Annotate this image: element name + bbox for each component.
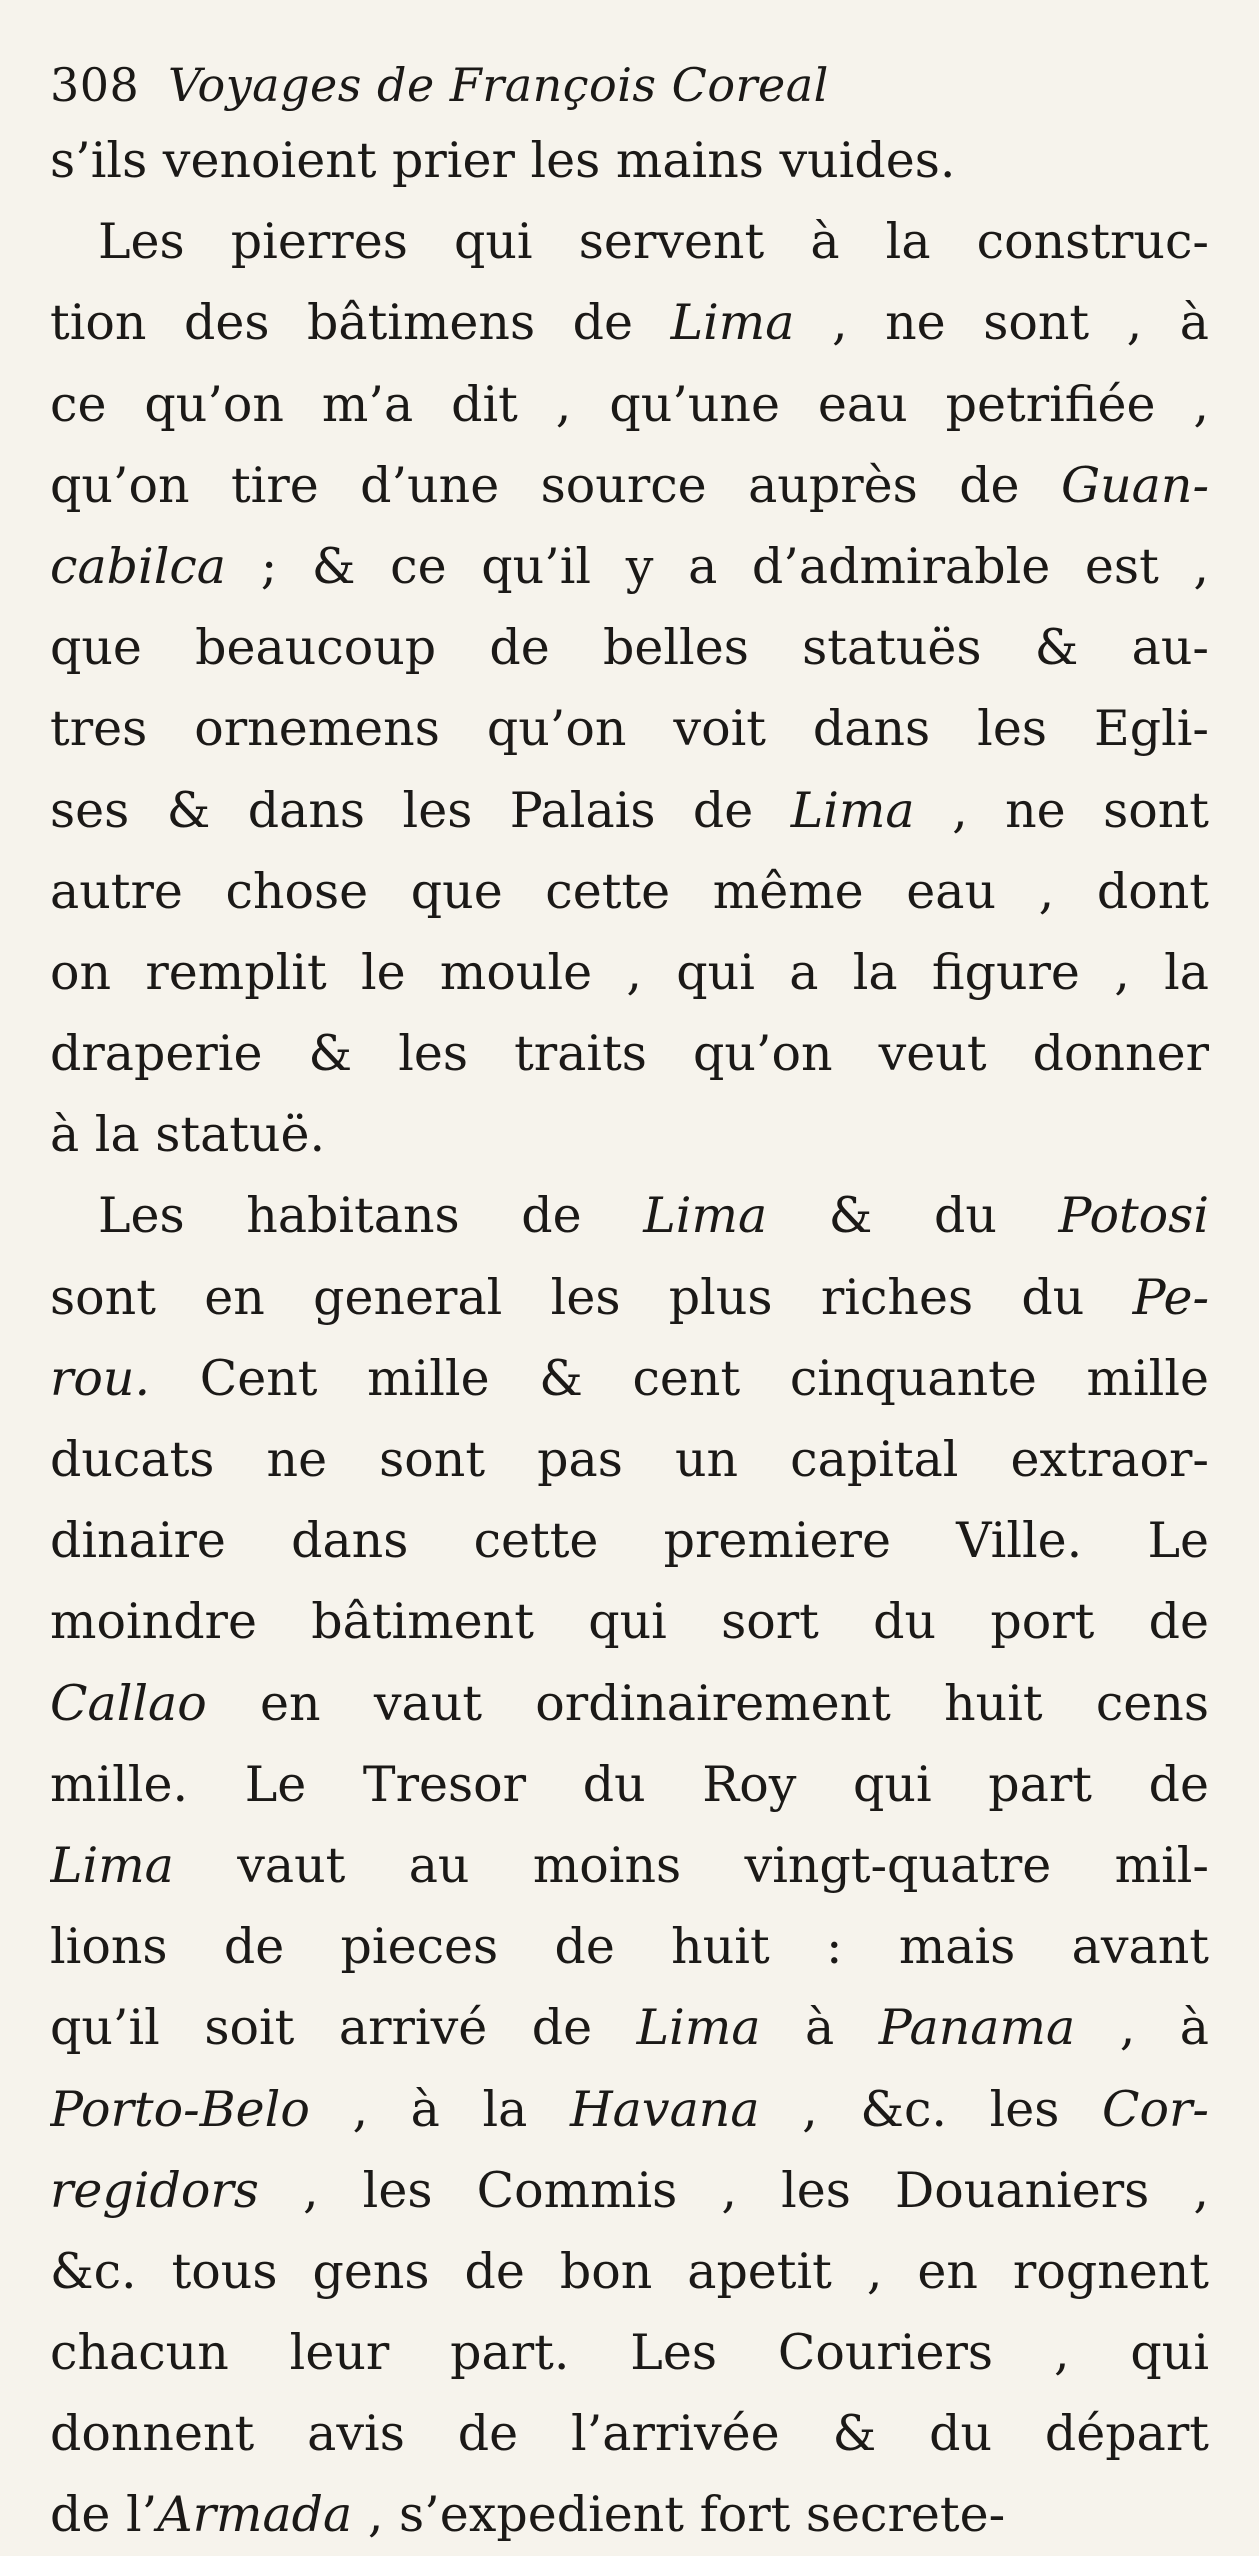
running-head xyxy=(50,58,1209,118)
text-run: ce qu’on m’a dit , qu’une eau petrifiée , xyxy=(50,375,1209,433)
text-line xyxy=(50,1744,1209,1825)
text-run: mille. Le Tresor du Roy qui part de xyxy=(50,1755,1209,1813)
italic-word: Lima xyxy=(670,294,795,352)
text-run: dinaire dans cette premiere Ville. Le xyxy=(50,1512,1209,1570)
text-line xyxy=(50,1094,1209,1175)
text-run: moindre bâtiment qui sort du port de xyxy=(50,1593,1209,1651)
text-run: Les habitans de xyxy=(98,1187,644,1245)
text-run: à la statuë. xyxy=(50,1106,326,1164)
text-line xyxy=(50,1581,1209,1662)
italic-word: regidors xyxy=(50,2161,259,2219)
text-line xyxy=(50,1825,1209,1906)
italic-word: Armada xyxy=(157,2486,353,2544)
text-run: , ne sont xyxy=(914,781,1209,839)
text-run: , ne sont , à xyxy=(794,294,1209,352)
text-line xyxy=(50,364,1209,445)
text-run: draperie & les traits qu’on veut donner xyxy=(50,1025,1209,1083)
text-line xyxy=(50,851,1209,932)
text-run: Cent mille & cent cinquante mille xyxy=(150,1349,1209,1407)
text-run: , les Commis , les Douaniers , xyxy=(258,2161,1209,2219)
text-run: lions de pieces de huit : mais avant xyxy=(50,1918,1209,1976)
text-run: tion des bâtimens de xyxy=(50,294,671,352)
text-run: , à xyxy=(1075,1999,1209,2057)
text-run: ses & dans les Palais de xyxy=(50,781,791,839)
italic-word: Porto-Belo xyxy=(50,2080,310,2138)
text-run: , à la xyxy=(309,2080,570,2138)
text-line xyxy=(50,932,1209,1013)
text-line xyxy=(50,1175,1209,1256)
italic-word: Lima xyxy=(50,1836,174,1894)
text-run: en vaut ordinairement huit cens xyxy=(206,1674,1209,1732)
text-line xyxy=(50,2069,1209,2150)
text-run: ducats ne sont pas un capital extraor- xyxy=(50,1431,1209,1488)
italic-word: rou. xyxy=(50,1349,151,1407)
text-line xyxy=(50,2312,1209,2393)
text-line xyxy=(50,201,1209,282)
text-line xyxy=(50,1338,1209,1419)
text-line xyxy=(50,1663,1209,1744)
text-line xyxy=(50,688,1209,769)
text-line xyxy=(50,1500,1209,1581)
italic-word: Lima xyxy=(790,781,915,839)
text-line xyxy=(50,1257,1209,1338)
italic-word: Lima xyxy=(643,1187,768,1245)
text-line xyxy=(50,445,1209,526)
italic-word: Callao xyxy=(50,1674,207,1732)
italic-word: Panama xyxy=(878,1999,1076,2057)
italic-word: Havana xyxy=(569,2080,760,2138)
text-line xyxy=(50,120,1209,201)
text-run: &c. tous gens de bon apetit , en rognent xyxy=(50,2242,1209,2300)
text-line xyxy=(50,2150,1209,2231)
text-run: on remplit le moule , qui a la figure , la xyxy=(50,943,1209,1001)
text-run: que beaucoup de belles statuës & au- xyxy=(50,619,1209,677)
text-run: s’ils venoient prier les mains vuides. xyxy=(50,132,956,189)
text-line xyxy=(50,607,1209,688)
text-run: qu’on tire d’une source auprès de xyxy=(50,456,1061,514)
text-run: ; & ce qu’il y a d’admirable est , xyxy=(226,537,1209,595)
text-run: , &c. les xyxy=(759,2080,1103,2138)
italic-word: Pe- xyxy=(1132,1268,1209,1326)
running-title: Voyages de François Coreal xyxy=(168,58,829,112)
text-line xyxy=(50,526,1209,607)
text-run: sont en general les plus riches du xyxy=(50,1268,1133,1326)
body-text xyxy=(50,120,1209,2556)
text-run: Les pierres qui servent à la construc- xyxy=(98,213,1209,271)
italic-word: Cor- xyxy=(1102,2080,1209,2138)
text-line xyxy=(50,2231,1209,2312)
text-run: autre chose que cette même eau , dont xyxy=(50,862,1209,920)
italic-word: Guan- xyxy=(1060,456,1209,514)
text-line xyxy=(50,2393,1209,2474)
text-line xyxy=(50,1906,1209,1987)
text-run: , s’expedient fort secrete- xyxy=(352,2486,1006,2544)
text-run: tres ornemens qu’on voit dans les Egli- xyxy=(50,700,1209,758)
text-line xyxy=(50,1987,1209,2068)
text-run: & du xyxy=(767,1187,1059,1245)
text-run: qu’il soit arrivé de xyxy=(50,1999,637,2057)
text-line xyxy=(50,282,1209,363)
text-run: à xyxy=(760,1999,879,2057)
text-run: chacun leur part. Les Couriers , qui xyxy=(50,2324,1209,2382)
text-line xyxy=(50,770,1209,851)
page-number: 308 xyxy=(50,58,140,112)
text-line xyxy=(50,1419,1209,1500)
italic-word: Potosi xyxy=(1058,1187,1209,1245)
text-run: de l’ xyxy=(50,2486,158,2544)
text-run: vaut au moins vingt-quatre mil- xyxy=(173,1836,1209,1894)
text-run: donnent avis de l’arrivée & du départ xyxy=(50,2405,1209,2463)
text-line xyxy=(50,1013,1209,1094)
italic-word: Lima xyxy=(636,1999,761,2057)
italic-word: cabilca xyxy=(50,537,227,595)
text-line xyxy=(50,2474,1209,2555)
